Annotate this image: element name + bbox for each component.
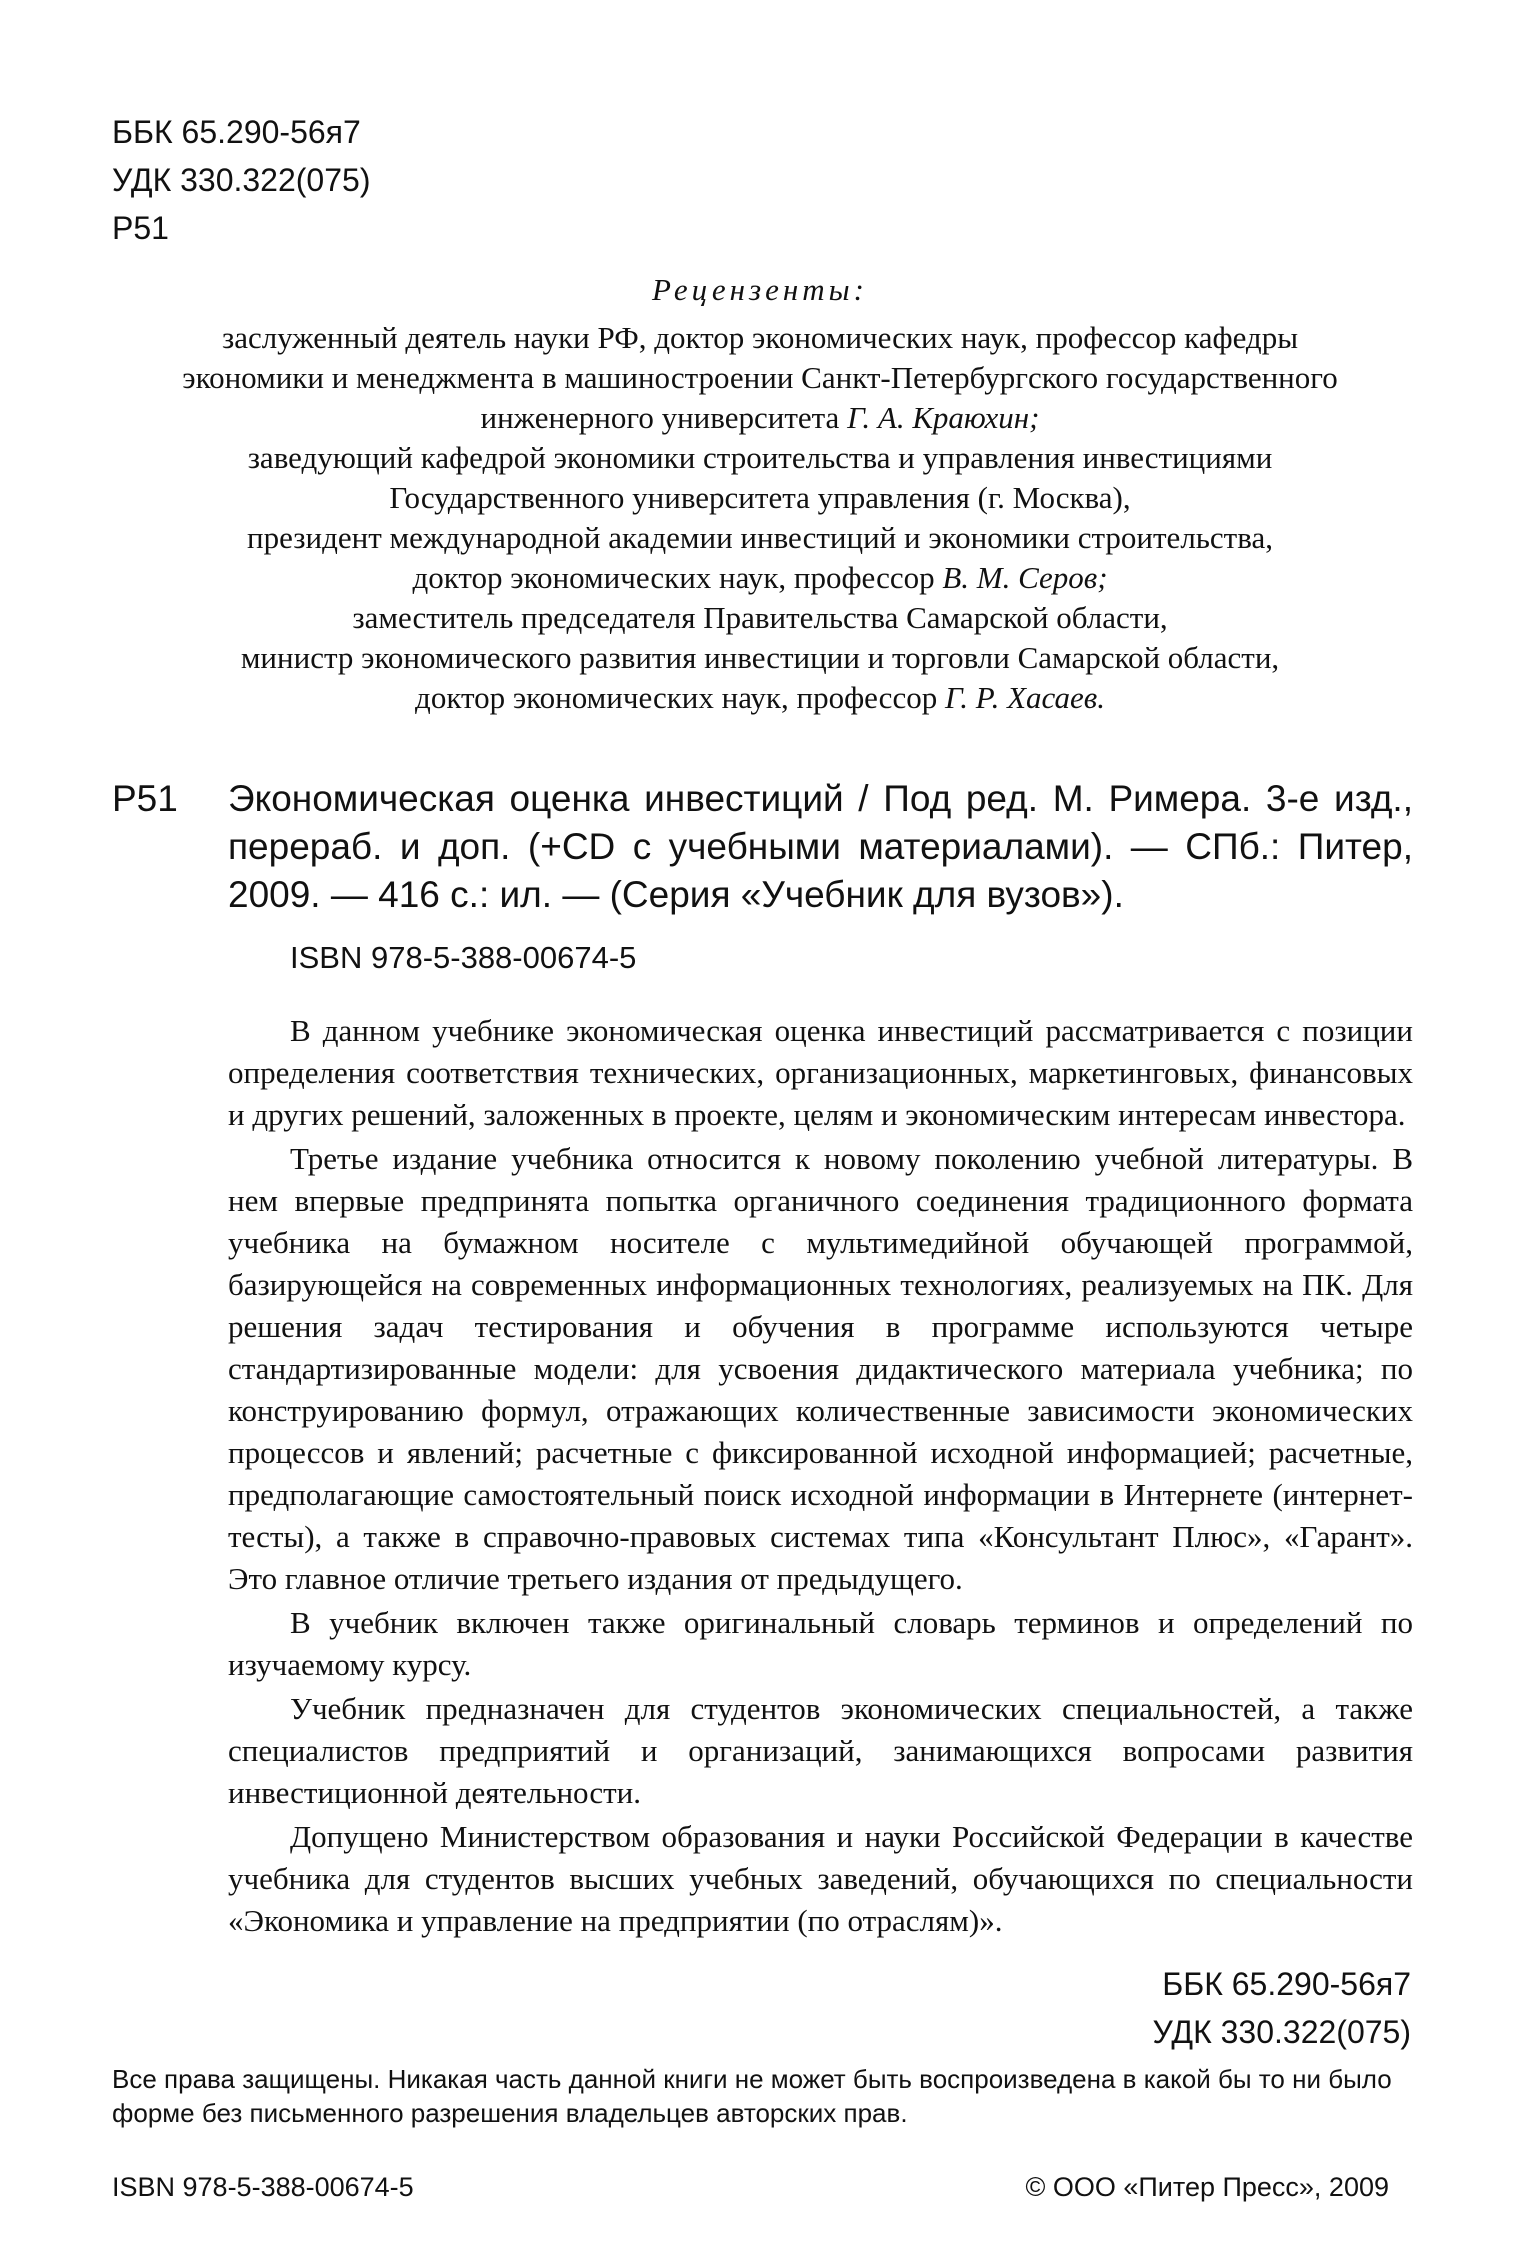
annotation — [228, 1010, 1413, 1944]
classification-codes-top — [112, 108, 370, 252]
rights-notice: Все права защищены. Никакая часть данной книги не может быть воспроизведена в какой бы то ни было форме без письменного разрешения владельцев авторских прав. — [112, 2064, 1392, 2128]
author-mark: Р51 — [112, 210, 169, 246]
reviewer-text: инженерного университета — [480, 400, 840, 435]
reviewer-line: заместитель председателя Правительства Самарской области, — [352, 600, 1168, 635]
reviewers-title: Рецензенты: — [652, 272, 868, 307]
reviewer-line — [90, 398, 1430, 438]
entry-line: 2009. — 416 с.: ил. — (Серия «Учебник для вузов»). — [228, 874, 1124, 915]
copyright-notice: © ООО «Питер Пресс», 2009 — [1025, 2172, 1389, 2202]
reviewer-line: министр экономического развития инвестиции и торговли Самарской области, — [240, 640, 1280, 675]
bibliographic-entry — [228, 775, 1413, 919]
isbn-main: ISBN 978-5-388-00674-5 — [290, 940, 637, 975]
reviewer-text: доктор экономических наук, профессор — [412, 560, 935, 595]
reviewer-name: Г. А. Краюхин; — [847, 400, 1040, 435]
isbn-footer: ISBN 978-5-388-00674-5 — [112, 2172, 414, 2202]
annotation-paragraph: Учебник предназначен для студентов экономических специальностей, а также специалистов предприятий и организаций, занимающихся вопросами развития инвестиционной деятельности. — [228, 1691, 1413, 1810]
reviewers-block — [90, 270, 1430, 718]
classification-codes-bottom — [1153, 1960, 1411, 2056]
udk-code: УДК 330.322(075) — [1152, 2014, 1411, 2050]
entry-line: Экономическая оценка инвестиций / Под ред. М. Римера. 3-е изд., — [228, 778, 1413, 819]
reviewer-line: экономики и менеджмента в машиностроении Санкт-Петербургского государственного — [182, 360, 1338, 395]
reviewer-line — [90, 558, 1430, 598]
annotation-paragraph: Допущено Министерством образования и науки Российской Федерации в качестве учебника для студентов высших учебных заведений, обучающихся по специальности «Экономика и управление на предприятии (по отраслям)». — [228, 1819, 1413, 1938]
entry-line: перераб. и доп. (+CD с учебными материалами). — СПб.: Питер, — [228, 826, 1413, 867]
annotation-paragraph: Третье издание учебника относится к новому поколению учебной литературы. В нем впервые предпринята попытка органичного соединения традиционного формата учебника на бумажном носителе с мультимедийной обучающей программой, базирующейся на современных информационных технологиях, реализуемых на ПК. Для решения задач тестирования и обучения в программе используются четыре стандартизированные модели: для усвоения дидактического материала учебника; по конструированию формул, отражающих количественные зависимости экономических процессов и явлений; расчетные с фиксированной исходной информацией; расчетные, предполагающие самостоятельный поиск исходной информации в Интернете (интернет-тесты), а также в справочно-правовых системах типа «Консультант Плюс», «Гарант». Это главное отличие третьего издания от предыдущего. — [228, 1141, 1413, 1596]
annotation-paragraph: В учебник включен также оригинальный словарь терминов и определений по изучаемому курсу. — [228, 1605, 1413, 1682]
reviewer-text: доктор экономических наук, профессор — [415, 680, 938, 715]
reviewer-line: заведующий кафедрой экономики строительства и управления инвестициями — [247, 440, 1273, 475]
reviewer-line: Государственного университета управления (г. Москва), — [389, 480, 1131, 515]
annotation-paragraph: В данном учебнике экономическая оценка инвестиций рассматривается с позиции определения соответствия технических, организационных, маркетинговых, финансовых и других решений, заложенных в проекте, целям и экономическим интересам инвестора. — [228, 1013, 1413, 1132]
reviewer-name: Г. Р. Хасаев. — [944, 680, 1105, 715]
reviewer-name: В. М. Серов; — [942, 560, 1108, 595]
udk-code: УДК 330.322(075) — [112, 162, 371, 198]
bbk-code: ББК 65.290-56я7 — [112, 114, 361, 150]
entry-author-mark: Р51 — [112, 778, 178, 819]
reviewer-line — [90, 678, 1430, 718]
bbk-code: ББК 65.290-56я7 — [1162, 1966, 1411, 2002]
reviewer-line: президент международной академии инвестиций и экономики строительства, — [247, 520, 1273, 555]
reviewer-line: заслуженный деятель науки РФ, доктор экономических наук, профессор кафедры — [221, 320, 1299, 355]
